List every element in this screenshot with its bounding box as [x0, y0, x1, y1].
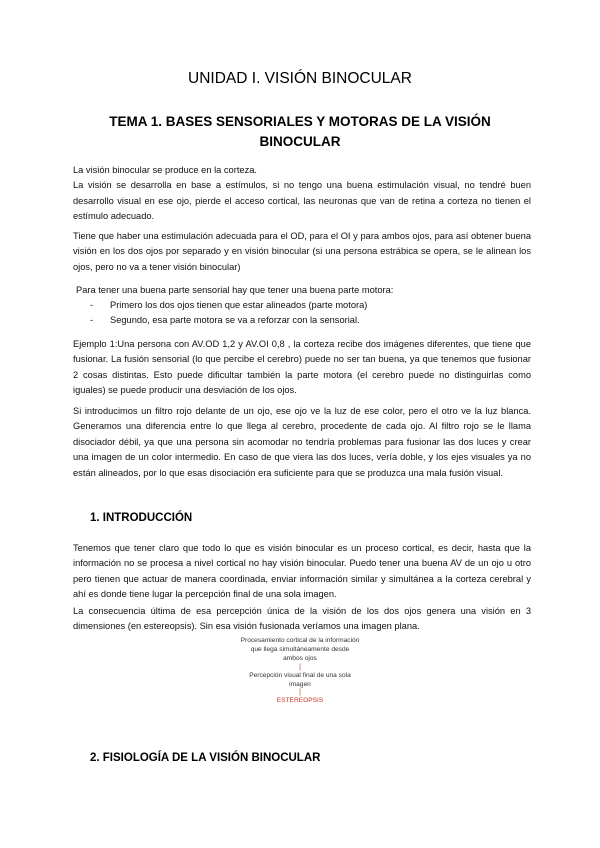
paragraph-line: La visión binocular se produce en la corteza.	[73, 165, 257, 175]
arrow-down-icon: |	[299, 663, 301, 671]
arrow-down-icon: |	[299, 689, 301, 697]
paragraph-cortical: Tenemos que tener claro que todo lo que es visión binocular es un proceso cortical, es decir, hasta que la información no se procesa a nivel cortical no hay visión binocular. Puedo tener una buena AV de un ojo u otro pero tienen que actuar de manera coordinada, enviar información similar y simultánea a la corteza cerebral y ahí es donde tiene lugar la percepción final de una sola imagen.	[73, 543, 531, 600]
diagram-text: Procesamiento cortical de la información	[240, 637, 360, 644]
paragraph-intro	[73, 163, 531, 225]
paragraph-red-filter: Si introducimos un filtro rojo delante de un ojo, ese ojo ve la luz de ese color, pero el otro ve la luz blanca. Generamos una diferencia entre lo que llega al cerebro, procedente de cada ojo. Al filtro rojo se le llama disociador débil, ya que una persona sin acomodar no tendría problemas para fusionar las dos luces y crear una imagen de un color intermedio. En caso de que viera las dos luces, vería doble, y los ejes visuales ya no están alineados, por lo que esas disociación era suficiente para que se produzca una mala fusión visual.	[73, 406, 531, 478]
flow-diagram	[200, 636, 400, 705]
diagram-text: que llega simultáneamente desde	[250, 646, 350, 654]
diagram-text: ambos ojos	[283, 655, 317, 663]
paragraph-stereopsis: La consecuencia última de esa percepción única de la visión de los dos ojos genera una visión en 3 dimensiones (en estereopsis). Sin esa visión fusionada veríamos una imagen plana.	[73, 606, 531, 632]
paragraph-stimulation: Tiene que haber una estimulación adecuada para el OD, para el OI y para ambos ojos, para así obtener buena visión en los dos ojos por separado y en visión binocular (si una persona estrábica se opera, se le alinean los ojos, pero no va a tener visión binocular)	[73, 231, 531, 272]
topic-title: TEMA 1. BASES SENSORIALES Y MOTORAS DE LA VISIÓN BINOCULAR	[109, 114, 491, 149]
diagram-text: Percepción visual final de una sola	[249, 671, 351, 679]
paragraph-example: Ejemplo 1:Una persona con AV.OD 1,2 y AV.OI 0,8 , la corteza recibe dos imágenes diferentes, que tiene que fusionar. La fusión sensorial (lo que percibe el cerebro) puede no ser tan buena, ya que tenemos que fusionar 2 cosas distintas. Esto puede dificultar también la parte motora (el cerebro puede no distinguirlas como iguales) se puede producir una desviación de los ojos.	[73, 339, 531, 396]
diagram-result: ESTEREOPSIS	[276, 697, 324, 705]
list-item: - Primero los dos ojos tienen que estar alineados (parte motora)	[90, 298, 530, 313]
unit-title: UNIDAD I. VISIÓN BINOCULAR	[188, 70, 412, 87]
paragraph-motor-lead: Para tener una buena parte sensorial hay que tener una buena parte motora:	[76, 285, 394, 295]
list-item: - Segundo, esa parte motora se va a reforzar con la sensorial.	[90, 313, 530, 328]
section-heading-fisiologia: 2. FISIOLOGÍA DE LA VISIÓN BINOCULAR	[90, 752, 321, 764]
bullet-list	[90, 298, 530, 329]
diagram-text: imagen	[289, 680, 311, 688]
section-heading-introduccion: 1. INTRODUCCIÓN	[90, 512, 193, 524]
paragraph-line: La visión se desarrolla en base a estímulos, si no tengo una buena estimulación visual, no tendré buen desarrollo visual en ese ojo, pierde el acceso cortical, las neuronas que van de retina a corteza no tienen el estímulo adecuado.	[73, 180, 531, 222]
